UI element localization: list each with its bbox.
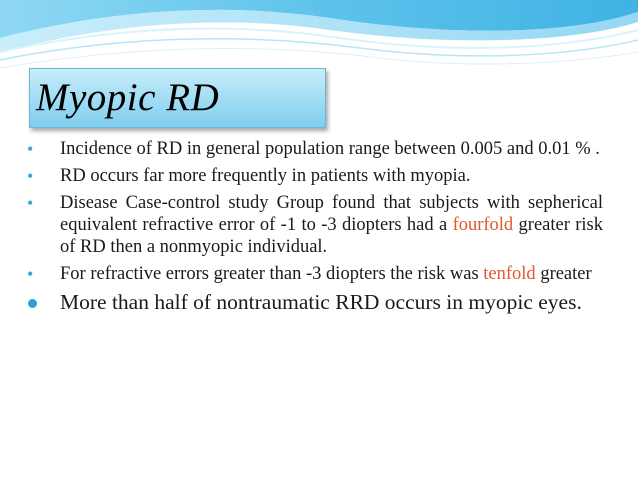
bullet-icon: • [27,139,34,159]
bullet-refractive-errors [27,263,603,285]
highlight-fourfold: fourfold [452,215,514,235]
bullet-icon: • [27,264,34,284]
bullet-text: More than half of nontraumatic RRD occurs in myopic eyes. [60,290,582,314]
bullet-myopia-frequency [27,165,603,187]
bullet-nontraumatic-rrd [27,290,603,315]
bullet-text-before: Disease Case-control study Group found that subjects with sepherical equivalent refractive error of -1 to -3 diopters had a [60,193,603,235]
bullet-text-after: greater risk of RD then a nonmyopic individual. [60,215,603,257]
highlight-tenfold: tenfold [483,264,536,284]
bullet-icon: • [27,193,34,213]
bullet-incidence [27,138,603,160]
bullet-icon: • [27,166,34,186]
slide-title: Myopic RD [36,76,220,119]
bullet-text-before: For refractive errors greater than -3 diopters the risk was [60,264,484,284]
bullet-text: RD occurs far more frequently in patients with myopia. [60,166,471,186]
title-box [29,68,326,128]
bullet-dot-icon [28,299,37,308]
bullet-case-control-study [27,192,603,258]
slide-content [27,138,603,315]
bullet-text-after: greater [535,264,592,284]
bullet-text: Incidence of RD in general population range between 0.005 and 0.01 % . [60,139,600,159]
